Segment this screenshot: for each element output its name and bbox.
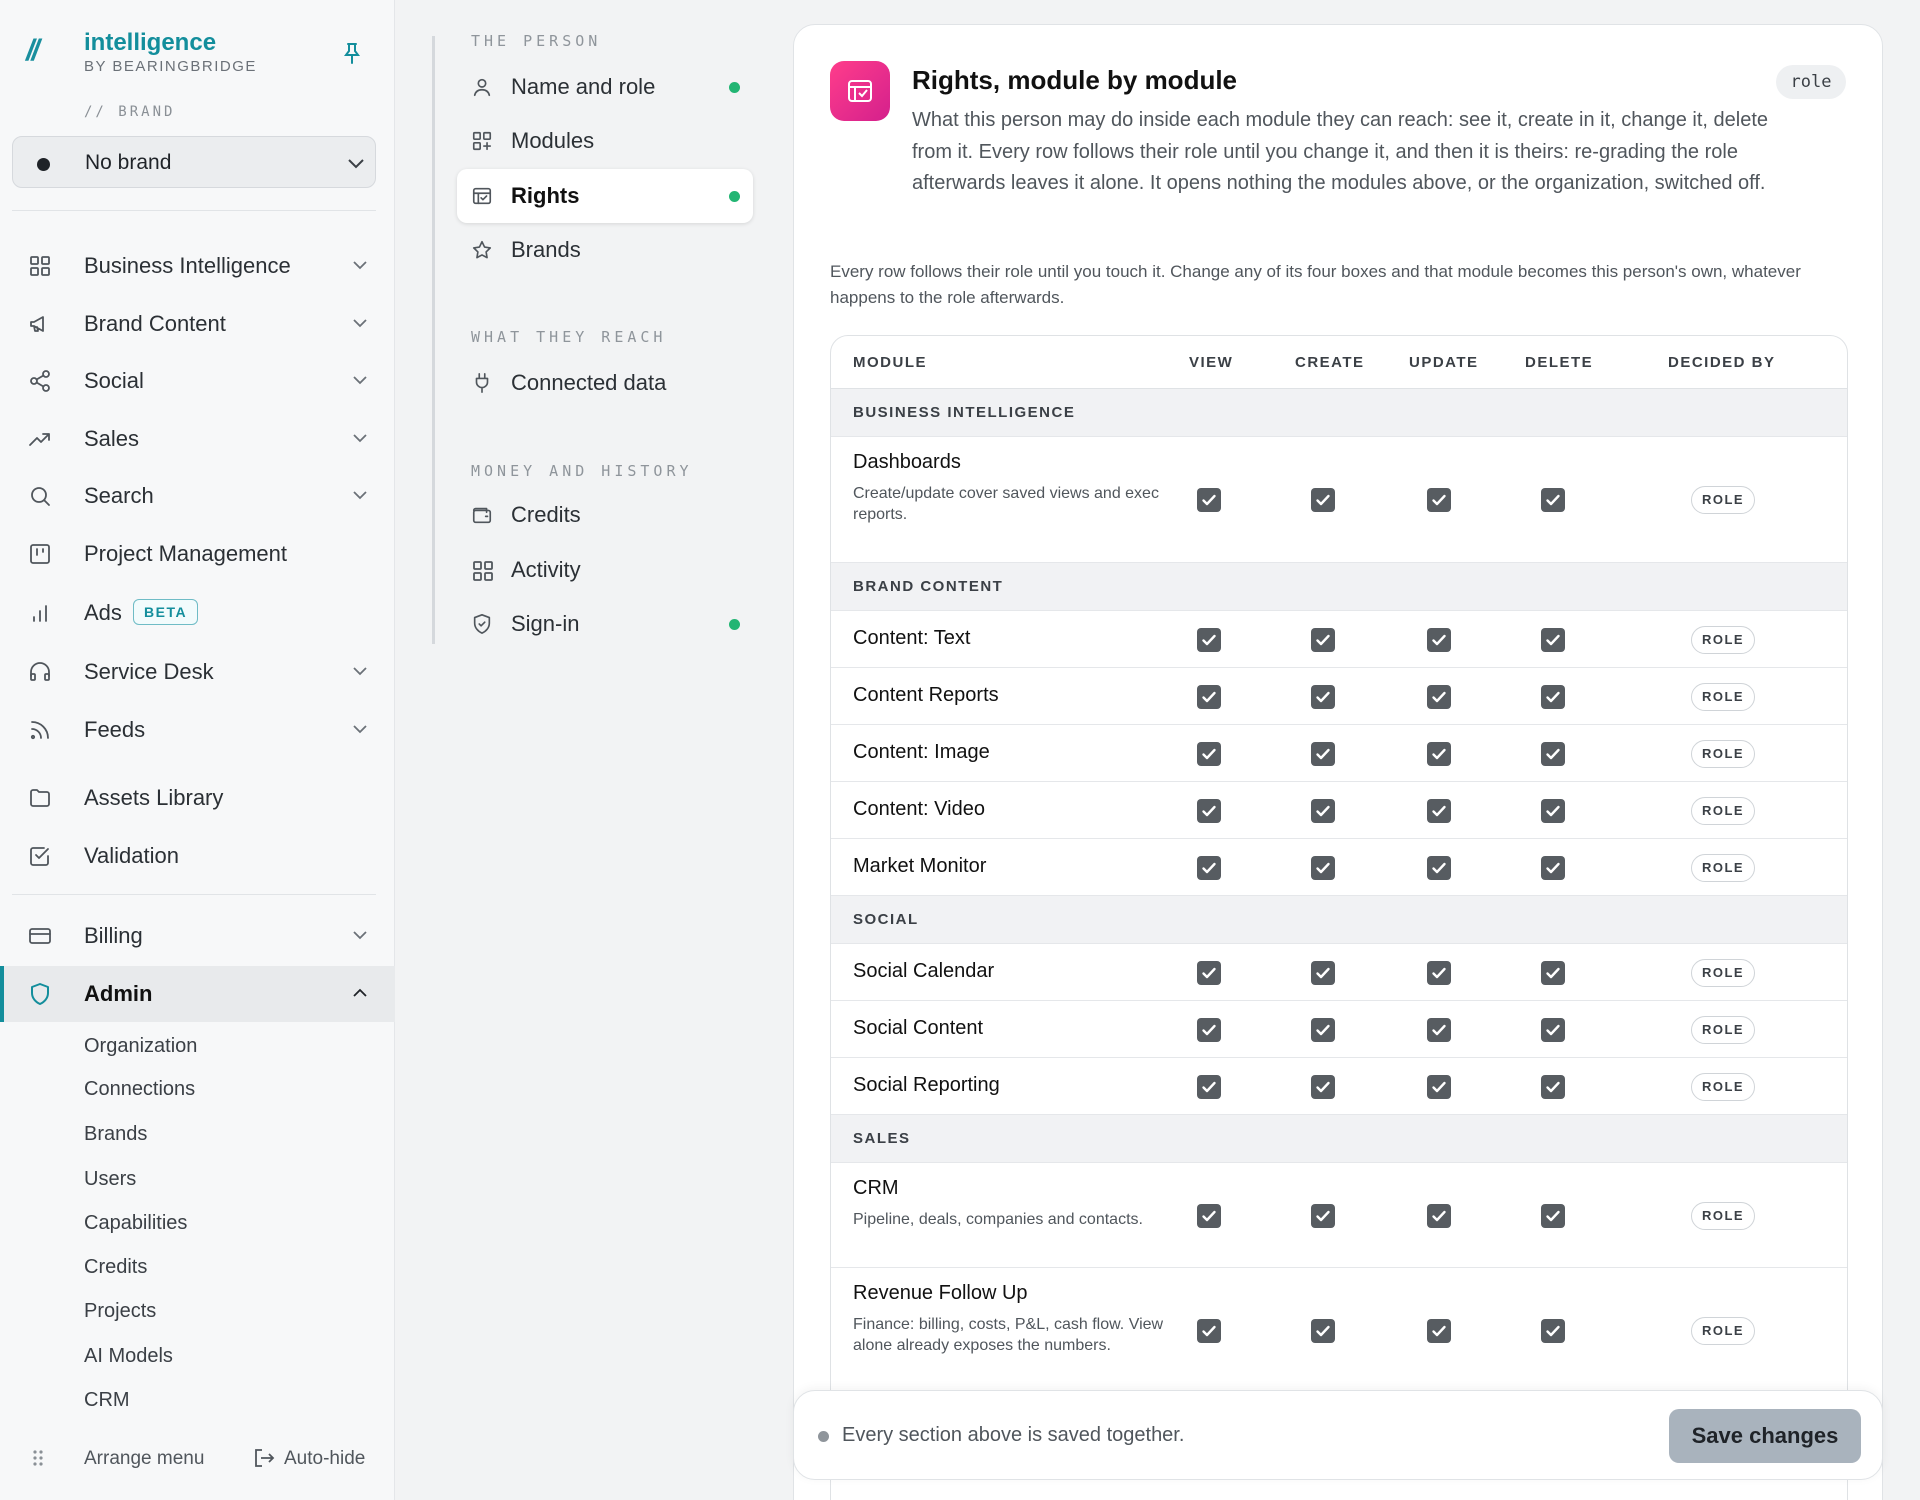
chevron-up-icon[interactable] — [352, 988, 368, 998]
create-checkbox[interactable] — [1311, 628, 1335, 652]
sidebar-item-label: Business Intelligence — [84, 253, 291, 278]
table-row — [831, 668, 1848, 725]
delete-checkbox[interactable] — [1541, 685, 1565, 709]
person-section-nav — [395, 0, 790, 1500]
chevron-down-icon[interactable] — [352, 930, 368, 940]
sidebar-item-label: Project Management — [84, 541, 287, 566]
module-description: Pipeline, deals, companies and contacts. — [853, 1211, 1143, 1228]
module-name: Content: Text — [853, 627, 971, 649]
update-checkbox[interactable] — [1427, 1018, 1451, 1042]
headphones-icon — [28, 660, 52, 684]
column-header-delete: DELETE — [1525, 354, 1594, 371]
delete-checkbox[interactable] — [1541, 1075, 1565, 1099]
sidebar-item-label: Ads — [84, 600, 122, 625]
auto-hide-icon — [253, 1448, 275, 1468]
sidebar-item-social[interactable] — [0, 353, 395, 409]
create-checkbox[interactable] — [1311, 856, 1335, 880]
share-icon — [28, 369, 52, 393]
create-checkbox[interactable] — [1311, 488, 1335, 512]
shield-icon — [28, 982, 52, 1006]
section-link-name-and-role[interactable] — [457, 60, 753, 114]
sidebar-item-label: Service Desk — [84, 659, 214, 684]
sidebar-item-billing[interactable] — [0, 908, 395, 964]
decided-by-badge: ROLE — [1691, 1202, 1755, 1230]
update-checkbox[interactable] — [1427, 488, 1451, 512]
table-row — [831, 944, 1848, 1001]
sidebar-item-label: Validation — [84, 843, 179, 868]
decided-by-badge: ROLE — [1691, 797, 1755, 825]
sidebar-item-label: Search — [84, 483, 154, 508]
group-label: BRAND CONTENT — [853, 578, 1004, 595]
view-checkbox[interactable] — [1197, 488, 1221, 512]
group-header-sales — [831, 1115, 1848, 1163]
module-description: Finance: billing, costs, P&L, cash flow. View alone already exposes the numbers. — [853, 1316, 1164, 1354]
delete-checkbox[interactable] — [1541, 742, 1565, 766]
column-header-update: UPDATE — [1409, 354, 1479, 371]
sidebar-item-label: Brand Content — [84, 311, 226, 336]
decided-by-badge: ROLE — [1691, 740, 1755, 768]
group-header-social — [831, 896, 1848, 944]
module-name: Content Reports — [853, 684, 999, 706]
modules-icon — [471, 130, 493, 152]
auto-hide-button[interactable]: Auto-hide — [284, 1448, 366, 1469]
admin-subitem-users[interactable]: Users — [84, 1168, 137, 1190]
sidebar-item-validation[interactable] — [0, 828, 395, 884]
delete-checkbox[interactable] — [1541, 856, 1565, 880]
delete-checkbox[interactable] — [1541, 799, 1565, 823]
section-link-label: Credits — [511, 502, 581, 527]
sidebar-item-label: Billing — [84, 923, 143, 948]
column-header-module: MODULE — [853, 354, 927, 371]
chevron-down-icon[interactable] — [352, 260, 368, 270]
decided-by-badge: ROLE — [1691, 683, 1755, 711]
admin-subitem-crm[interactable]: CRM — [84, 1389, 130, 1411]
update-checkbox[interactable] — [1427, 1319, 1451, 1343]
sidebar-item-project-management[interactable] — [0, 526, 395, 582]
wallet-icon — [471, 504, 493, 526]
view-checkbox[interactable] — [1197, 961, 1221, 985]
brand-label: // BRAND — [84, 104, 176, 120]
update-checkbox[interactable] — [1427, 856, 1451, 880]
table-row — [831, 1058, 1848, 1115]
section-title-money-and-history: MONEY AND HISTORY — [471, 462, 693, 480]
delete-checkbox[interactable] — [1541, 961, 1565, 985]
sidebar-footer — [0, 1438, 395, 1478]
update-checkbox[interactable] — [1427, 1075, 1451, 1099]
view-checkbox[interactable] — [1197, 742, 1221, 766]
create-checkbox[interactable] — [1311, 1319, 1335, 1343]
section-link-activity[interactable] — [457, 543, 753, 597]
group-header-business-intelligence — [831, 389, 1848, 437]
section-link-sign-in[interactable] — [457, 597, 753, 651]
module-name: Revenue Follow Up — [853, 1282, 1028, 1304]
folder-icon — [28, 786, 52, 810]
sidebar-item-brand-content[interactable] — [0, 296, 395, 352]
view-checkbox[interactable] — [1197, 1018, 1221, 1042]
view-checkbox[interactable] — [1197, 799, 1221, 823]
module-name: Social Calendar — [853, 960, 995, 982]
admin-subitem-organization[interactable]: Organization — [84, 1035, 198, 1057]
table-row — [831, 611, 1848, 668]
save-status-text: Every section above is saved together. — [842, 1424, 1185, 1446]
section-link-label: Activity — [511, 557, 581, 582]
group-label: SALES — [853, 1130, 911, 1147]
sidebar-divider — [12, 894, 376, 895]
sidebar-item-assets-library[interactable] — [0, 770, 395, 826]
create-checkbox[interactable] — [1311, 1204, 1335, 1228]
module-description: Create/update cover saved views and exec reports. — [853, 485, 1159, 523]
admin-subitem-connections[interactable]: Connections — [84, 1078, 196, 1100]
delete-checkbox[interactable] — [1541, 1018, 1565, 1042]
table-row — [831, 437, 1848, 563]
update-checkbox[interactable] — [1427, 628, 1451, 652]
sidebar — [0, 0, 395, 1500]
section-link-connected-data[interactable] — [457, 356, 753, 410]
save-changes-button[interactable]: Save changes — [1669, 1409, 1861, 1463]
decided-by-badge: ROLE — [1691, 486, 1755, 514]
update-checkbox[interactable] — [1427, 1204, 1451, 1228]
create-checkbox[interactable] — [1311, 961, 1335, 985]
role-chip: role — [1776, 65, 1846, 99]
admin-subitem-projects[interactable]: Projects — [84, 1300, 157, 1322]
chevron-down-icon[interactable] — [352, 318, 368, 328]
module-name: Content: Video — [853, 798, 985, 820]
section-link-rights[interactable] — [457, 169, 753, 223]
page-description: What this person may do inside each module they can reach: see it, create in it, change it, delete from it. Every row follows their role until you change it, and then it is theirs: re-grading the role afterwards leaves it alone. It opens nothing the modules above, or the organization, switched off. — [912, 109, 1769, 194]
page-title: Rights, module by module — [912, 65, 1238, 95]
update-checkbox[interactable] — [1427, 742, 1451, 766]
save-bar — [793, 1390, 1883, 1480]
view-checkbox[interactable] — [1197, 1204, 1221, 1228]
app-logo: // — [26, 34, 37, 67]
plug-icon — [471, 372, 493, 394]
table-row — [831, 1268, 1848, 1394]
section-link-label: Rights — [511, 183, 580, 208]
grid-icon — [471, 559, 495, 583]
delete-checkbox[interactable] — [1541, 1204, 1565, 1228]
app-byline: BY BEARINGBRIDGE — [84, 58, 257, 75]
sidebar-item-search[interactable] — [0, 468, 395, 524]
decided-by-badge: ROLE — [1691, 1016, 1755, 1044]
create-checkbox[interactable] — [1311, 1018, 1335, 1042]
table-row — [831, 1001, 1848, 1058]
delete-checkbox[interactable] — [1541, 488, 1565, 512]
trend-up-icon — [28, 427, 52, 451]
pin-icon[interactable] — [342, 42, 362, 64]
sidebar-item-business-intelligence[interactable] — [0, 238, 395, 294]
view-checkbox[interactable] — [1197, 856, 1221, 880]
chevron-down-icon[interactable] — [352, 724, 368, 734]
view-checkbox[interactable] — [1197, 1075, 1221, 1099]
decided-by-badge: ROLE — [1691, 1073, 1755, 1101]
view-checkbox[interactable] — [1197, 628, 1221, 652]
section-link-label: Brands — [511, 237, 581, 262]
sidebar-item-sales[interactable] — [0, 411, 395, 467]
delete-checkbox[interactable] — [1541, 1319, 1565, 1343]
rights-table — [830, 335, 1848, 1500]
star-icon — [471, 239, 493, 261]
create-checkbox[interactable] — [1311, 742, 1335, 766]
beta-badge: BETA — [133, 599, 198, 625]
chevron-down-icon[interactable] — [352, 666, 368, 676]
user-icon — [471, 76, 493, 98]
section-title-what-they-reach: WHAT THEY REACH — [471, 328, 667, 346]
credit-card-icon — [28, 924, 52, 948]
decided-by-badge: ROLE — [1691, 959, 1755, 987]
brand-select-value: No brand — [85, 151, 172, 174]
admin-subitem-capabilities[interactable]: Capabilities — [84, 1212, 188, 1234]
group-header-brand-content — [831, 563, 1848, 611]
table-row — [831, 1163, 1848, 1268]
admin-subitem-credits[interactable]: Credits — [84, 1256, 148, 1278]
group-label: SOCIAL — [853, 911, 919, 928]
status-dot — [729, 619, 740, 630]
section-link-label: Name and role — [511, 74, 656, 99]
megaphone-icon — [28, 312, 52, 336]
column-header-decided-by: DECIDED BY — [1668, 354, 1776, 371]
decided-by-badge: ROLE — [1691, 1317, 1755, 1345]
sidebar-divider — [12, 210, 376, 211]
sidebar-item-feeds[interactable] — [0, 702, 395, 758]
rights-header-icon — [830, 61, 890, 121]
table-row — [831, 839, 1848, 896]
section-link-modules[interactable] — [457, 114, 753, 168]
shield-check-icon — [471, 613, 493, 635]
rights-card — [793, 24, 1883, 1500]
module-name: Social Content — [853, 1017, 984, 1039]
check-square-icon — [28, 844, 52, 868]
view-checkbox[interactable] — [1197, 1319, 1221, 1343]
save-status-dot — [818, 1431, 829, 1442]
status-dot — [729, 82, 740, 93]
decided-by-badge: ROLE — [1691, 626, 1755, 654]
sidebar-item-service-desk[interactable] — [0, 644, 395, 700]
rights-icon — [471, 185, 493, 207]
admin-subitem-ai-models[interactable]: AI Models — [84, 1345, 173, 1367]
app-name: intelligence — [84, 29, 217, 56]
create-checkbox[interactable] — [1311, 1075, 1335, 1099]
admin-subitem-brands[interactable]: Brands — [84, 1123, 148, 1145]
drag-handle-icon[interactable] — [32, 1449, 44, 1467]
column-header-view: VIEW — [1189, 354, 1234, 371]
section-rail — [432, 36, 435, 644]
bar-chart-icon — [28, 601, 52, 625]
chevron-down-icon[interactable] — [352, 490, 368, 500]
app-header — [0, 0, 395, 100]
column-header-create: CREATE — [1295, 354, 1365, 371]
status-dot — [729, 191, 740, 202]
table-row — [831, 725, 1848, 782]
view-checkbox[interactable] — [1197, 685, 1221, 709]
sidebar-item-label: Sales — [84, 426, 140, 451]
kanban-icon — [28, 542, 52, 566]
section-title-the-person: THE PERSON — [471, 32, 602, 50]
section-link-label: Modules — [511, 128, 595, 153]
rss-icon — [28, 718, 52, 742]
brand-dot-icon — [37, 158, 50, 171]
rights-note: Every row follows their role until you touch it. Change any of its four boxes and that module becomes this person's own, whatever happens to the role afterwards. — [830, 262, 1801, 307]
update-checkbox[interactable] — [1427, 961, 1451, 985]
grid-icon — [28, 254, 52, 278]
chevron-down-icon[interactable] — [352, 375, 368, 385]
create-checkbox[interactable] — [1311, 799, 1335, 823]
table-header — [831, 336, 1848, 389]
decided-by-badge: ROLE — [1691, 854, 1755, 882]
table-row — [831, 782, 1848, 839]
chevron-down-icon[interactable] — [352, 433, 368, 443]
module-name: Social Reporting — [853, 1074, 1000, 1096]
section-link-label: Connected data — [511, 370, 667, 395]
section-link-credits[interactable] — [457, 488, 753, 542]
create-checkbox[interactable] — [1311, 685, 1335, 709]
update-checkbox[interactable] — [1427, 685, 1451, 709]
chevron-down-icon — [347, 157, 365, 169]
sidebar-item-ads[interactable] — [0, 585, 395, 641]
module-name: CRM — [853, 1177, 899, 1199]
section-link-label: Sign-in — [511, 611, 580, 636]
sidebar-item-label: Assets Library — [84, 785, 224, 810]
delete-checkbox[interactable] — [1541, 628, 1565, 652]
brand-select[interactable] — [12, 136, 376, 188]
module-name: Market Monitor — [853, 855, 987, 877]
group-label: BUSINESS INTELLIGENCE — [853, 404, 1076, 421]
sidebar-item-label: Social — [84, 368, 144, 393]
section-link-brands[interactable] — [457, 223, 753, 277]
module-name: Dashboards — [853, 451, 961, 473]
search-icon — [28, 484, 52, 508]
sidebar-item-admin[interactable] — [0, 966, 395, 1022]
sidebar-item-label: Admin — [84, 981, 153, 1006]
module-name: Content: Image — [853, 741, 990, 763]
sidebar-item-label: Feeds — [84, 717, 146, 742]
active-indicator — [0, 966, 4, 1022]
update-checkbox[interactable] — [1427, 799, 1451, 823]
arrange-menu-button[interactable]: Arrange menu — [84, 1448, 205, 1469]
